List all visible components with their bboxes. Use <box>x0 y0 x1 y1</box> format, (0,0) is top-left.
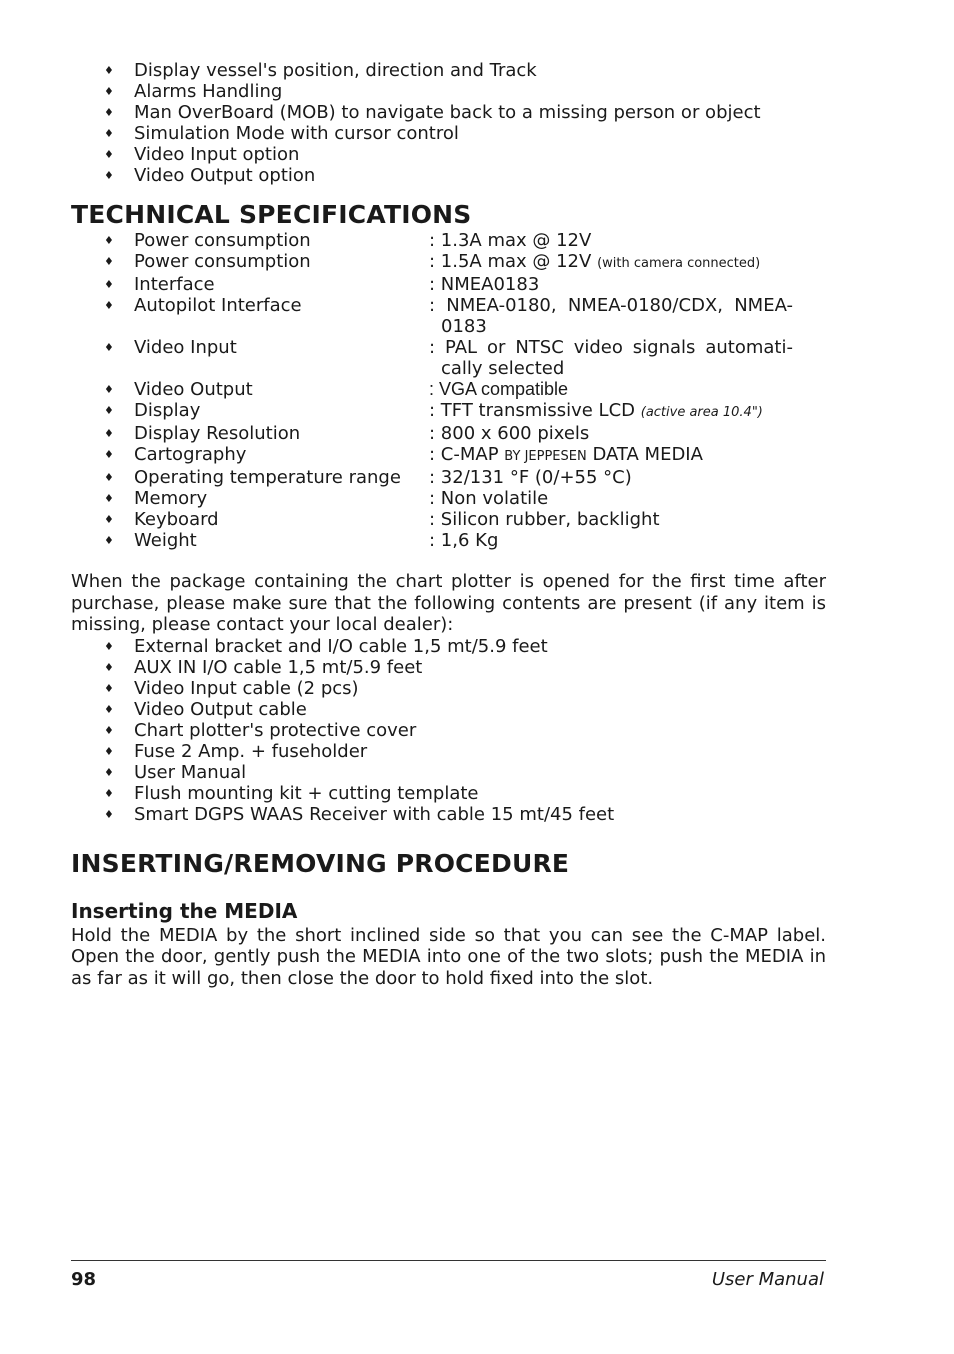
spec-value: : NMEA0183 <box>429 274 540 295</box>
diamond-bullet-icon: ♦ <box>104 448 114 461</box>
footer-divider <box>71 1260 826 1261</box>
diamond-bullet-icon: ♦ <box>104 807 114 821</box>
spec-label: Operating temperature range <box>134 467 401 488</box>
spec-row <box>71 509 826 530</box>
subsection-heading-inserting-media: Inserting the MEDIA <box>71 898 298 923</box>
spec-row <box>71 230 826 251</box>
spec-label: Video Output <box>134 379 253 400</box>
diamond-bullet-icon: ♦ <box>104 534 114 547</box>
list-item: ♦ Man OverBoard (MOB) to navigate back to a missing person or object <box>104 102 761 123</box>
spec-label: Cartography <box>134 444 247 465</box>
spec-row <box>71 467 826 488</box>
spec-value: : NMEA-0180, NMEA-0180/CDX, NMEA-0183 <box>429 295 793 337</box>
spec-label: Memory <box>134 488 208 509</box>
spec-row <box>71 530 826 551</box>
list-item: ♦ Chart plotter's protective cover <box>104 719 417 741</box>
diamond-bullet-icon: ♦ <box>104 660 114 674</box>
diamond-bullet-icon: ♦ <box>104 127 114 140</box>
spec-row <box>71 444 826 467</box>
diamond-bullet-icon: ♦ <box>104 723 114 737</box>
spec-row <box>71 295 826 337</box>
spec-label: Autopilot Interface <box>134 295 302 316</box>
diamond-bullet-icon: ♦ <box>104 106 114 119</box>
list-item: ♦ Simulation Mode with cursor control <box>104 123 459 144</box>
spec-smallcaps: BY JEPPESEN <box>504 449 587 464</box>
spec-value: : TFT transmissive LCD (active area 10.4") <box>429 400 763 421</box>
spec-value: : 1.5A max @ 12V (with camera connected) <box>429 251 761 272</box>
section-heading-inserting-removing: INSERTING/REMOVING PROCEDURE <box>71 848 570 878</box>
diamond-bullet-icon: ♦ <box>104 639 114 653</box>
spec-value: : Non volatile <box>429 488 549 509</box>
diamond-bullet-icon: ♦ <box>104 278 114 291</box>
spec-value: : C-MAP BY JEPPESEN DATA MEDIA <box>429 444 703 465</box>
spec-row <box>71 251 826 274</box>
list-item: ♦ AUX IN I/O cable 1,5 mt/5.9 feet <box>104 656 423 678</box>
package-contents-list <box>71 636 826 825</box>
spec-row <box>71 400 826 423</box>
spec-row <box>71 274 826 295</box>
list-item: ♦ Video Input option <box>104 144 300 165</box>
diamond-bullet-icon: ♦ <box>104 85 114 98</box>
spec-note: (with camera connected) <box>597 256 761 271</box>
list-item: ♦ Flush mounting kit + cutting template <box>104 782 479 804</box>
diamond-bullet-icon: ♦ <box>104 148 114 161</box>
spec-label: Video Input <box>134 337 237 358</box>
spec-value: : 1,6 Kg <box>429 530 499 551</box>
spec-value: : 1.3A max @ 12V <box>429 230 592 251</box>
diamond-bullet-icon: ♦ <box>104 383 114 396</box>
section-heading-technical-specifications: TECHNICAL SPECIFICATIONS <box>71 200 472 229</box>
diamond-bullet-icon: ♦ <box>104 492 114 505</box>
spec-label: Display Resolution <box>134 423 301 444</box>
spec-label: Interface <box>134 274 215 295</box>
diamond-bullet-icon: ♦ <box>104 404 114 417</box>
diamond-bullet-icon: ♦ <box>104 513 114 526</box>
list-item: ♦ External bracket and I/O cable 1,5 mt/5.9 feet <box>104 635 548 657</box>
list-item: ♦ Video Output option <box>104 165 316 186</box>
list-item: ♦ Fuse 2 Amp. + fuseholder <box>104 740 368 762</box>
list-item: ♦ Alarms Handling <box>104 81 283 102</box>
diamond-bullet-icon: ♦ <box>104 64 114 77</box>
diamond-bullet-icon: ♦ <box>104 681 114 695</box>
spec-note: (active area 10.4") <box>640 405 763 420</box>
spec-value: : Silicon rubber, backlight <box>429 509 660 530</box>
spec-label: Power consumption <box>134 230 311 251</box>
spec-value: : 32/131 °F (0/+55 °C) <box>429 467 632 488</box>
media-paragraph: Hold the MEDIA by the short inclined side so that you can see the C-MAP label. Open the door, gently push the MEDIA into one of the two slots; push the MEDIA in as far as it will go, then close the door to hold fixed into the slot. <box>71 924 826 989</box>
spec-value: : 800 x 600 pixels <box>429 423 590 444</box>
page-body <box>71 60 826 989</box>
list-item: ♦ User Manual <box>104 761 247 783</box>
spec-label: Display <box>134 400 201 421</box>
list-item: ♦ Smart DGPS WAAS Receiver with cable 15 mt/45 feet <box>104 803 615 825</box>
diamond-bullet-icon: ♦ <box>104 744 114 758</box>
diamond-bullet-icon: ♦ <box>104 765 114 779</box>
diamond-bullet-icon: ♦ <box>104 341 114 354</box>
list-item: ♦ Display vessel's position, direction and Track <box>104 60 537 81</box>
list-item: ♦ Video Output cable <box>104 698 307 720</box>
list-item: ♦ Video Input cable (2 pcs) <box>104 677 359 699</box>
package-intro-paragraph: When the package containing the chart plotter is opened for the first time after purchase, please make sure that the following contents are present (if any item is missing, please contact your local dealer): <box>71 571 826 635</box>
page-number: 98 <box>71 1269 97 1290</box>
diamond-bullet-icon: ♦ <box>104 255 114 268</box>
spec-row <box>71 488 826 509</box>
diamond-bullet-icon: ♦ <box>104 786 114 800</box>
spec-label: Weight <box>134 530 197 551</box>
footer-manual-title: User Manual <box>711 1269 824 1290</box>
spec-row <box>71 423 826 444</box>
diamond-bullet-icon: ♦ <box>104 471 114 484</box>
diamond-bullet-icon: ♦ <box>104 169 114 182</box>
spec-row <box>71 337 826 379</box>
feature-list <box>71 60 826 186</box>
diamond-bullet-icon: ♦ <box>104 702 114 716</box>
spec-row <box>71 379 826 400</box>
diamond-bullet-icon: ♦ <box>104 234 114 247</box>
spec-value: : VGA compatible <box>429 379 569 399</box>
spec-value: : PAL or NTSC video signals automati-cally selected <box>429 337 793 379</box>
spec-label: Keyboard <box>134 509 219 530</box>
diamond-bullet-icon: ♦ <box>104 299 114 312</box>
spec-table <box>71 230 826 551</box>
spec-label: Power consumption <box>134 251 311 272</box>
diamond-bullet-icon: ♦ <box>104 427 114 440</box>
